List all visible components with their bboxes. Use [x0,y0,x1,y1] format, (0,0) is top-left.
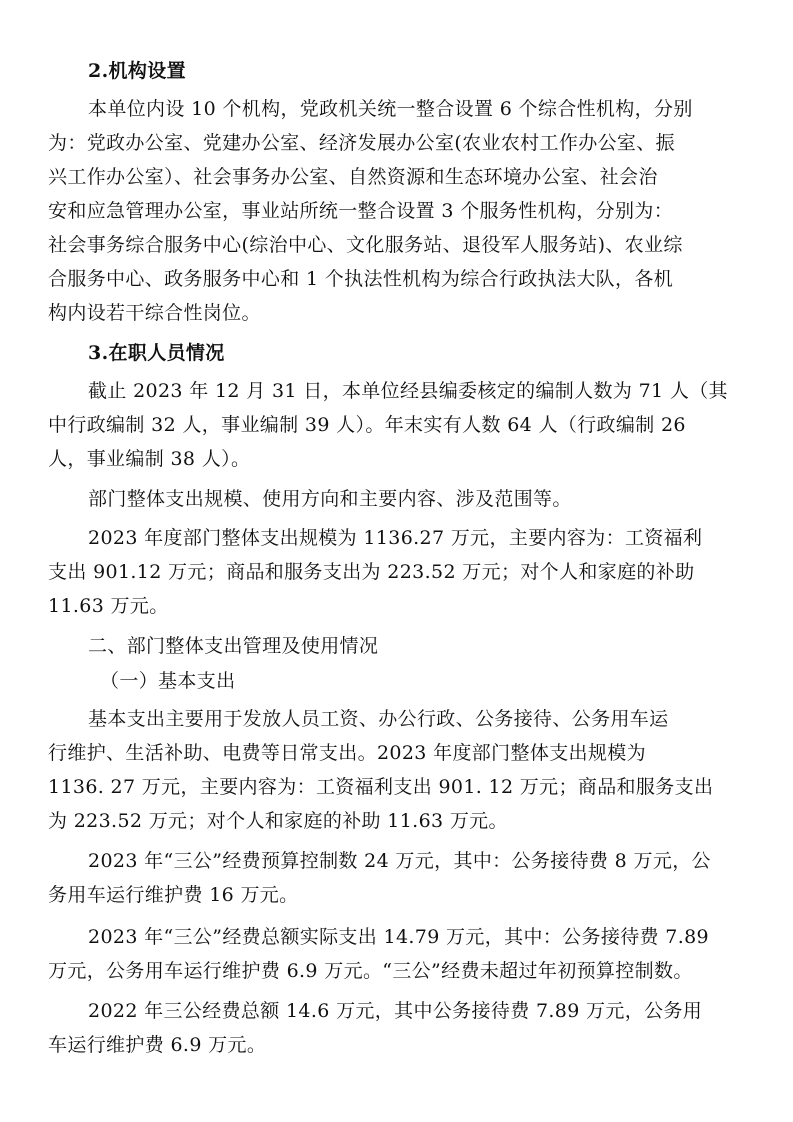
text-line: 构内设若干综合性岗位。 [48,302,261,324]
text-line: 2022 年三公经费总额 14.6 万元，其中公务接待费 7.89 万元，公务用 [88,1000,703,1022]
text-line: 务用车运行维护费 16 万元。 [48,884,299,906]
text-line: 基本支出主要用于发放人员工资、办公行政、公务接待、公务用车运 [88,708,669,730]
text-line: 安和应急管理办公室，事业站所统一整合设置 3 个服务性机构，分别为： [48,200,674,222]
text-line: 2023 年度部门整体支出规模为 1136.27 万元，主要内容为：工资福利 [88,527,703,549]
text-line: 1136. 27 万元，主要内容为：工资福利支出 901. 12 万元；商品和服务支出 [48,776,714,798]
text-line: 合服务中心、政务服务中心和 1 个执法性机构为综合行政执法大队，各机 [48,268,674,290]
text-line: 中行政编制 32 人，事业编制 39 人）。年末实有人数 64 人（行政编制 26 [48,414,686,436]
section-heading: 2.机构设置 [88,60,186,82]
text-line: 2023 年“三公”经费预算控制数 24 万元，其中：公务接待费 8 万元，公 [88,850,711,872]
text-line: 部门整体支出规模、使用方向和主要内容、涉及范围等。 [88,488,572,510]
subsection-heading: （一）基本支出 [100,670,236,692]
text-line: 万元，公务用车运行维护费 6.9 万元。“三公”经费未超过年初预算控制数。 [48,960,693,982]
text-line: 为 223.52 万元；对个人和家庭的补助 11.63 万元。 [48,810,508,832]
text-line: 车运行维护费 6.9 万元。 [48,1034,267,1056]
text-line: 人，事业编制 38 人）。 [48,448,251,470]
text-line: 2023 年“三公”经费总额实际支出 14.79 万元，其中：公务接待费 7.89 [88,926,709,948]
text-line: 社会事务综合服务中心(综治中心、文化服务站、退役军人服务站)、农业综 [48,234,683,256]
text-line: 支出 901.12 万元；商品和服务支出为 223.52 万元；对个人和家庭的补助 [48,561,695,583]
section-heading: 二、部门整体支出管理及使用情况 [88,635,379,657]
text-line: 为：党政办公室、党建办公室、经济发展办公室(农业农村工作办公室、振 [48,132,675,154]
section-heading: 3.在职人员情况 [88,342,225,364]
text-line: 11.63 万元。 [48,595,169,617]
text-line: 行维护、生活补助、电费等日常支出。2023 年度部门整体支出规模为 [48,742,646,764]
text-line: 兴工作办公室）、社会事务办公室、自然资源和生态环境办公室、社会治 [48,166,658,188]
text-line: 截止 2023 年 12 月 31 日，本单位经县编委核定的编制人数为 71 人（其 [88,380,728,402]
text-line: 本单位内设 10 个机构，党政机关统一整合设置 6 个综合性机构，分别 [88,98,693,120]
